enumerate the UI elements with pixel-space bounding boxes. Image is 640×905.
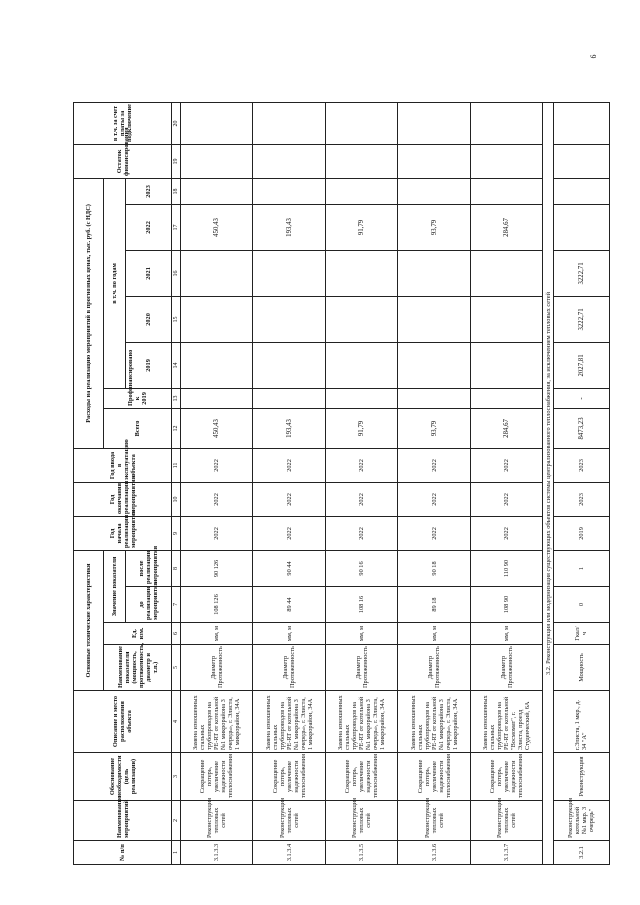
remainder <box>325 144 397 178</box>
unit: мм, м <box>253 623 325 645</box>
remainder <box>398 144 470 178</box>
value-after: 90 44 <box>253 550 325 586</box>
index-cell: 13 <box>172 388 181 408</box>
unit: мм, м <box>325 623 397 645</box>
amount-2022: 450,43 <box>181 204 253 250</box>
table-row <box>553 102 609 864</box>
unit: Гкал/ч <box>553 623 609 645</box>
financed-2019 <box>470 388 542 408</box>
unit: мм, м <box>181 623 253 645</box>
row-number: 3.1.3.6 <box>398 841 470 865</box>
justification: Реконструкция <box>553 753 609 801</box>
table-row <box>325 102 397 864</box>
amount-2023 <box>398 178 470 204</box>
amount-2022: 91,79 <box>325 204 397 250</box>
justification: Сокращение потерь, увеличение надежности теплоснабжения <box>253 753 325 801</box>
header-incl-fee: в т.ч. за счет платы за подключение <box>74 102 172 144</box>
total: 93,79 <box>398 408 470 448</box>
index-cell: 7 <box>172 587 181 623</box>
amount-2021 <box>253 250 325 296</box>
incl-fee <box>181 102 253 144</box>
index-cell: 16 <box>172 250 181 296</box>
incl-fee <box>325 102 397 144</box>
amount-2022: 284,67 <box>470 204 542 250</box>
amount-2020 <box>253 296 325 342</box>
amount-2023 <box>325 178 397 204</box>
header-start-year: Год начала реализации мероприятия <box>74 516 172 550</box>
header-by-years: в т.ч. по годам <box>104 178 126 388</box>
measure-name: Реконструкция котельной №1 мкр. 3 очередь" <box>553 801 609 841</box>
indicator-name: Диаметр Протяженность <box>398 645 470 691</box>
row-number: 3.2.1 <box>553 841 609 865</box>
incl-fee <box>398 102 470 144</box>
table-row <box>181 102 253 864</box>
amount-2022: 193,43 <box>253 204 325 250</box>
description: Замена изношенных стальных трубопроводов на PE-RT от котельной "Восмомат", г. Элиста, проезд Студенческий, 6А <box>470 691 542 753</box>
indicator-name: Диаметр Протяженность <box>325 645 397 691</box>
commission-year: 2022 <box>181 448 253 482</box>
financed-2019: - <box>553 388 609 408</box>
amount-2019 <box>325 342 397 388</box>
end-year: 2022 <box>470 482 542 516</box>
header-year-2023: 2023 <box>126 178 172 204</box>
rotated-table-sheet <box>73 104 610 865</box>
measure-name: Реконструкция тепловых сетей <box>325 801 397 841</box>
total: 284,67 <box>470 408 542 448</box>
index-cell: 1 <box>172 841 181 865</box>
commission-year: 2022 <box>398 448 470 482</box>
index-cell: 17 <box>172 204 181 250</box>
end-year: 2022 <box>398 482 470 516</box>
table-row <box>253 102 325 864</box>
indicator-name: Диаметр Протяженность <box>470 645 542 691</box>
index-cell: 6 <box>172 623 181 645</box>
investment-table <box>73 102 610 865</box>
start-year: 2022 <box>325 516 397 550</box>
description: Замена изношенных стальных трубопроводов на PE-RT от котельной №1 микрорайона 3 очередь», г. Элиста, 1 микрорайон, 34А <box>398 691 470 753</box>
remainder <box>181 144 253 178</box>
header-tech: Основные технические характеристики <box>74 550 104 690</box>
amount-2021 <box>325 250 397 296</box>
amount-2020 <box>181 296 253 342</box>
index-cell: 8 <box>172 550 181 586</box>
description: Замена изношенных стальных трубопроводов на PE-RT от котельной №1 микрорайона 3 очередь», г. Элиста, 1 микрорайон, 34А <box>325 691 397 753</box>
row-number: 3.1.3.3 <box>181 841 253 865</box>
indicator-name: Мощность <box>553 645 609 691</box>
index-cell: 3 <box>172 753 181 801</box>
amount-2021 <box>398 250 470 296</box>
header-value: Значение показателя <box>104 550 126 622</box>
header-year-2021: 2021 <box>126 250 172 296</box>
start-year: 2022 <box>398 516 470 550</box>
index-cell: 5 <box>172 645 181 691</box>
commission-year: 2022 <box>325 448 397 482</box>
value-after: 1 <box>553 550 609 586</box>
header-num: № п/п <box>74 841 172 865</box>
table-row <box>398 102 470 864</box>
index-cell: 14 <box>172 342 181 388</box>
header-unit: Ед. изм. <box>104 623 172 645</box>
total: 8473,23 <box>553 408 609 448</box>
amount-2023 <box>253 178 325 204</box>
header-commission-year: Год ввода в эксплуатацию объекта <box>74 448 172 482</box>
row-number: 3.1.3.4 <box>253 841 325 865</box>
amount-2023 <box>553 178 609 204</box>
section-3-2-title: 3.2. Реконструкция или модернизация существующих объектов системы централизованного теплоснабжения, за исключением тепловых сетей <box>543 102 554 864</box>
measure-name: Реконструкция тепловых сетей <box>470 801 542 841</box>
header-year-2020: 2020 <box>126 296 172 342</box>
amount-2019 <box>470 342 542 388</box>
header-before: до реализации мероприятия <box>126 587 172 623</box>
measure-name: Реконструкция тепловых сетей <box>253 801 325 841</box>
financed-2019 <box>181 388 253 408</box>
amount-2021: 3222,71 <box>553 250 609 296</box>
index-cell: 4 <box>172 691 181 753</box>
header-name: Наименование мероприятий <box>74 801 172 841</box>
indicator-name: Диаметр Протяженность <box>181 645 253 691</box>
value-before: 89 18 <box>398 587 470 623</box>
total: 91,79 <box>325 408 397 448</box>
amount-2021 <box>181 250 253 296</box>
value-after: 110 90 <box>470 550 542 586</box>
remainder <box>470 144 542 178</box>
value-after: 90 126 <box>181 550 253 586</box>
index-cell: 18 <box>172 178 181 204</box>
description: Замена изношенных стальных трубопроводов на PE-RT от котельной №1 микрорайона 3 очередь», г. Элиста, 1 микрорайон, 34А <box>253 691 325 753</box>
measure-name: Реконструкция тепловых сетей <box>181 801 253 841</box>
table-body <box>181 102 610 864</box>
value-before: 0 <box>553 587 609 623</box>
header-indicator-name: Наименование показателя (мощность, протяженность, диаметр и т.п.) <box>104 645 172 691</box>
value-after: 90 16 <box>325 550 397 586</box>
header-remainder: Остаток финансирования <box>74 144 172 178</box>
measure-name: Реконструкция тепловых сетей <box>398 801 470 841</box>
description: Замена изношенных стальных трубопроводов на PE-RT от котельной №1 микрорайона 3 очередь», г. Элиста, 1 микрорайон, 34А <box>181 691 253 753</box>
amount-2019 <box>181 342 253 388</box>
financed-2019 <box>253 388 325 408</box>
row-number: 3.1.3.5 <box>325 841 397 865</box>
start-year: 2022 <box>470 516 542 550</box>
value-before: 108 126 <box>181 587 253 623</box>
header-year-2019: 2019 <box>126 342 172 388</box>
header-financed-2019: Профинансировано к 2019 <box>104 388 172 408</box>
remainder <box>553 144 609 178</box>
header-description: Описание и место расположения объекта <box>74 691 172 753</box>
value-before: 108 90 <box>470 587 542 623</box>
amount-2020: 3222,71 <box>553 296 609 342</box>
unit: мм, м <box>398 623 470 645</box>
table-row <box>470 102 542 864</box>
amount-2019 <box>253 342 325 388</box>
amount-2022: 93,79 <box>398 204 470 250</box>
amount-2020 <box>470 296 542 342</box>
index-cell: 2 <box>172 801 181 841</box>
commission-year: 2022 <box>253 448 325 482</box>
index-cell: 15 <box>172 296 181 342</box>
index-cell: 20 <box>172 102 181 144</box>
header-year-2022: 2022 <box>126 204 172 250</box>
value-after: 90 18 <box>398 550 470 586</box>
row-number: 3.1.3.7 <box>470 841 542 865</box>
column-index-row <box>172 102 181 864</box>
index-cell: 10 <box>172 482 181 516</box>
end-year: 2023 <box>553 482 609 516</box>
page-number: 9 <box>588 54 598 59</box>
end-year: 2022 <box>181 482 253 516</box>
justification: Сокращение потерь, увеличение надежности теплоснабжения <box>398 753 470 801</box>
value-before: 108 16 <box>325 587 397 623</box>
header-expenses: Расходы на реализацию мероприятий в прогнозных ценах, тыс. руб. (с НДС) <box>74 178 104 448</box>
end-year: 2022 <box>325 482 397 516</box>
header-end-year: Год окончания реализации мероприятия <box>74 482 172 516</box>
description: г.Элиста, 1 мкр., д. 34 "А" <box>553 691 609 753</box>
value-before: 89 44 <box>253 587 325 623</box>
remainder <box>253 144 325 178</box>
incl-fee <box>553 102 609 144</box>
amount-2021 <box>470 250 542 296</box>
end-year: 2022 <box>253 482 325 516</box>
index-cell: 11 <box>172 448 181 482</box>
header-after: после реализации мероприятия <box>126 550 172 586</box>
justification: Сокращение потерь, увеличение надежности теплоснабжения <box>325 753 397 801</box>
indicator-name: Диаметр Протяженность <box>253 645 325 691</box>
amount-2023 <box>181 178 253 204</box>
commission-year: 2023 <box>553 448 609 482</box>
commission-year: 2022 <box>470 448 542 482</box>
index-cell: 9 <box>172 516 181 550</box>
justification: Сокращение потерь, увеличение надежности теплоснабжения <box>181 753 253 801</box>
total: 450,43 <box>181 408 253 448</box>
section-row <box>543 102 554 864</box>
amount-2019: 2027,81 <box>553 342 609 388</box>
amount-2022 <box>553 204 609 250</box>
amount-2020 <box>325 296 397 342</box>
start-year: 2019 <box>553 516 609 550</box>
header-justification: Обоснование необходимости (цель реализации) <box>74 753 172 801</box>
incl-fee <box>470 102 542 144</box>
justification: Сокращение потерь, увеличение надежности теплоснабжения <box>470 753 542 801</box>
financed-2019 <box>398 388 470 408</box>
start-year: 2022 <box>253 516 325 550</box>
start-year: 2022 <box>181 516 253 550</box>
incl-fee <box>253 102 325 144</box>
index-cell: 12 <box>172 408 181 448</box>
header-total: Всего <box>104 408 172 448</box>
financed-2019 <box>325 388 397 408</box>
unit: мм, м <box>470 623 542 645</box>
amount-2020 <box>398 296 470 342</box>
amount-2023 <box>470 178 542 204</box>
total: 193,43 <box>253 408 325 448</box>
index-cell: 19 <box>172 144 181 178</box>
amount-2019 <box>398 342 470 388</box>
